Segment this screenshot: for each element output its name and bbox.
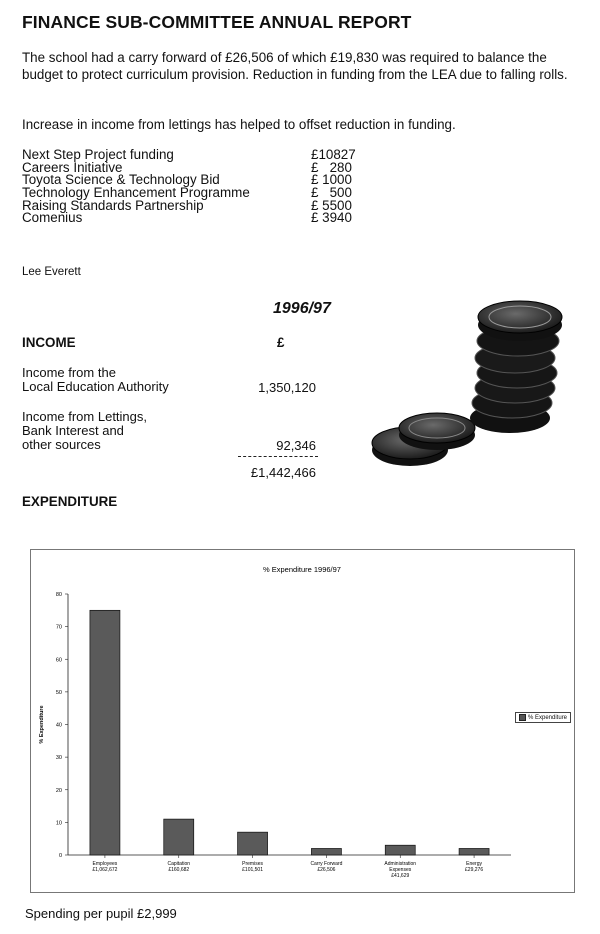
funding-amount: £ 3940 — [311, 210, 352, 226]
income-heading: INCOME — [22, 335, 76, 350]
bar — [459, 848, 489, 855]
y-tick-label: 70 — [55, 624, 62, 631]
y-tick-label: 80 — [55, 592, 62, 598]
x-tick-label: Expenses — [389, 867, 412, 873]
x-tick-label: £41,629 — [391, 873, 410, 879]
x-tick-label: £1,062,672 — [92, 867, 118, 873]
y-tick-label: 60 — [55, 657, 62, 664]
x-tick-label: Energy — [466, 861, 483, 867]
expenditure-chart — [30, 549, 575, 893]
lea-income-value: 1,350,120 — [258, 380, 316, 395]
x-tick-label: £160,682 — [168, 867, 190, 873]
y-tick-label: 10 — [55, 820, 62, 827]
lettings-income-value: 92,346 — [276, 438, 316, 453]
coin-stack-illustration — [365, 285, 575, 475]
year-heading: 1996/97 — [273, 300, 331, 317]
spending-per-pupil: Spending per pupil £2,999 — [25, 906, 177, 921]
funding-amount: £ 5500 — [311, 197, 352, 213]
bar — [164, 819, 194, 855]
carry-forward-paragraph: The school had a carry forward of £26,506 of which £19,830 was required to balance the budget to protect curriculum provision. Reduction in funding from the LEA due to falling rolls. — [22, 50, 568, 82]
y-tick-label: 20 — [55, 787, 62, 794]
funding-name: Next Step Project funding — [22, 147, 174, 162]
funding-name: Toyota Science & Technology Bid — [22, 172, 220, 188]
currency-heading: £ — [277, 335, 285, 350]
total-divider — [238, 456, 318, 457]
x-tick-label: Carry Forward — [310, 861, 343, 867]
bar — [385, 845, 415, 855]
x-tick-label: Premises — [242, 861, 264, 867]
bar — [90, 610, 120, 855]
lettings-income-label — [22, 410, 222, 452]
y-tick-label: 0 — [58, 853, 62, 859]
lea-income-label — [22, 366, 222, 394]
legend-label: % Expenditure — [528, 715, 568, 722]
chart-canvas — [31, 550, 574, 892]
legend-swatch — [519, 714, 526, 721]
funding-name: Comenius — [22, 210, 83, 226]
funding-name: Raising Standards Partnership — [22, 197, 204, 213]
x-tick-label: Administration — [384, 861, 417, 867]
chart-legend — [515, 712, 571, 723]
funding-amount: £ 1000 — [311, 172, 352, 188]
x-tick-label: Employees — [92, 861, 118, 867]
lettings-label-line: other sources — [22, 437, 101, 452]
report-title: FINANCE SUB-COMMITTEE ANNUAL REPORT — [22, 12, 412, 32]
lea-label-line: Income from the — [22, 365, 116, 380]
author-name: Lee Everett — [22, 266, 81, 278]
funding-name: Technology Enhancement Programme — [22, 185, 250, 201]
x-tick-label: Capitation — [167, 861, 191, 867]
funding-list — [22, 149, 367, 225]
bar — [311, 848, 341, 855]
y-tick-label: 40 — [55, 722, 62, 729]
x-tick-label: £101,501 — [242, 867, 264, 873]
lettings-paragraph: Increase in income from lettings has helped to offset reduction in funding. — [22, 117, 456, 132]
y-tick-label: 50 — [55, 689, 62, 696]
y-tick-label: 30 — [55, 755, 62, 762]
y-axis-title: % Expenditure — [39, 705, 45, 744]
funding-row — [22, 212, 367, 225]
chart-title: % Expenditure 1996/97 — [263, 565, 341, 574]
x-tick-label: £29,276 — [465, 867, 484, 873]
funding-name: Careers Initiative — [22, 159, 123, 175]
funding-amount: £10827 — [311, 147, 356, 162]
expenditure-heading: EXPENDITURE — [22, 494, 118, 509]
funding-amount: £ 500 — [311, 185, 352, 201]
lea-label-line: Local Education Authority — [22, 379, 169, 394]
lettings-label-line: Income from Lettings, — [22, 409, 147, 424]
lettings-label-line: Bank Interest and — [22, 423, 124, 438]
bar — [238, 832, 268, 855]
x-tick-label: £26,506 — [317, 867, 336, 873]
funding-amount: £ 280 — [311, 159, 352, 175]
income-total: £1,442,466 — [250, 465, 316, 480]
